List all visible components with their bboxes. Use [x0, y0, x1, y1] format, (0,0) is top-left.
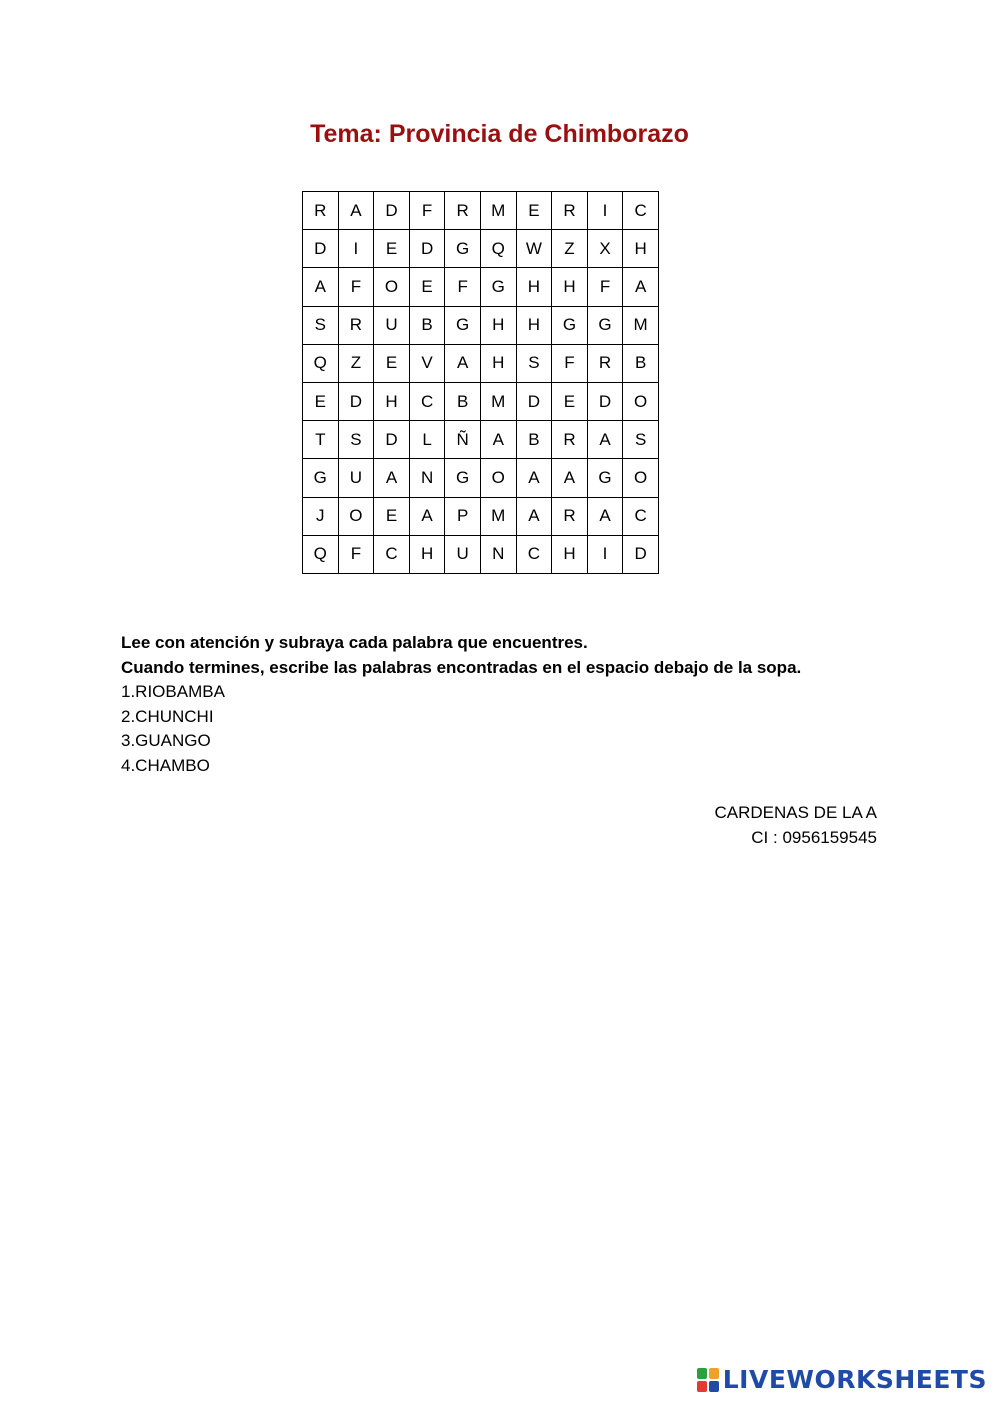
grid-cell[interactable]: S	[623, 421, 659, 459]
grid-cell[interactable]: W	[516, 230, 552, 268]
grid-cell[interactable]: A	[516, 497, 552, 535]
grid-cell[interactable]: G	[587, 459, 623, 497]
grid-cell[interactable]: S	[516, 344, 552, 382]
grid-cell[interactable]: R	[552, 497, 588, 535]
grid-cell[interactable]: U	[445, 535, 481, 573]
grid-cell[interactable]: D	[409, 230, 445, 268]
grid-cell[interactable]: D	[516, 382, 552, 420]
grid-cell[interactable]: I	[587, 192, 623, 230]
instruction-line-2: Cuando termines, escribe las palabras encontradas en el espacio debajo de la sopa.	[121, 657, 802, 677]
grid-cell[interactable]: Q	[303, 344, 339, 382]
grid-cell[interactable]: O	[623, 382, 659, 420]
logo-text: LIVEWORKSHEETS	[722, 1365, 987, 1394]
grid-cell[interactable]: P	[445, 497, 481, 535]
grid-cell[interactable]: R	[303, 192, 339, 230]
grid-cell[interactable]: O	[374, 268, 410, 306]
grid-cell[interactable]: G	[303, 459, 339, 497]
grid-cell[interactable]: Z	[552, 230, 588, 268]
grid-row	[303, 344, 659, 382]
grid-cell[interactable]: D	[623, 535, 659, 573]
word-item-4: 4.CHAMBO	[121, 755, 210, 775]
grid-cell[interactable]: I	[338, 230, 374, 268]
grid-cell[interactable]: G	[445, 306, 481, 344]
grid-cell[interactable]: I	[587, 535, 623, 573]
grid-cell[interactable]: F	[587, 268, 623, 306]
grid-cell[interactable]: Z	[338, 344, 374, 382]
grid-cell[interactable]: C	[374, 535, 410, 573]
grid-cell[interactable]: R	[587, 344, 623, 382]
grid-cell[interactable]: X	[587, 230, 623, 268]
grid-cell[interactable]: Ñ	[445, 421, 481, 459]
grid-row	[303, 192, 659, 230]
worksheet-title: Tema: Provincia de Chimborazo	[310, 120, 689, 148]
grid-cell[interactable]: F	[338, 535, 374, 573]
grid-cell[interactable]: E	[374, 344, 410, 382]
word-search-grid	[302, 191, 659, 574]
grid-cell[interactable]: U	[338, 459, 374, 497]
grid-cell[interactable]: N	[409, 459, 445, 497]
word-item-3: 3.GUANGO	[121, 731, 211, 750]
grid-cell[interactable]: H	[516, 306, 552, 344]
grid-cell[interactable]: A	[587, 497, 623, 535]
grid-cell[interactable]: R	[552, 192, 588, 230]
grid-cell[interactable]: A	[516, 459, 552, 497]
author-name: CARDENAS DE LA A	[714, 803, 877, 822]
grid-cell[interactable]: B	[623, 344, 659, 382]
grid-cell[interactable]: D	[374, 421, 410, 459]
grid-row	[303, 268, 659, 306]
grid-cell[interactable]: L	[409, 421, 445, 459]
grid-cell[interactable]: F	[445, 268, 481, 306]
grid-cell[interactable]: H	[516, 268, 552, 306]
grid-cell[interactable]: E	[516, 192, 552, 230]
grid-row	[303, 306, 659, 344]
word-item-1: 1.RIOBAMBA	[121, 682, 225, 701]
grid-cell[interactable]: C	[409, 382, 445, 420]
author-id: CI : 0956159545	[751, 827, 877, 847]
liveworksheets-logo	[697, 1365, 987, 1394]
grid-cell[interactable]: H	[409, 535, 445, 573]
grid-cell[interactable]: C	[623, 497, 659, 535]
grid-cell[interactable]: H	[552, 268, 588, 306]
grid-row	[303, 382, 659, 420]
grid-cell[interactable]: M	[480, 497, 516, 535]
grid-cell[interactable]: B	[516, 421, 552, 459]
grid-cell[interactable]: D	[587, 382, 623, 420]
grid-cell[interactable]: A	[480, 421, 516, 459]
grid-cell[interactable]: H	[480, 306, 516, 344]
grid-row	[303, 230, 659, 268]
grid-cell[interactable]: E	[374, 497, 410, 535]
grid-row	[303, 497, 659, 535]
grid-cell[interactable]: E	[374, 230, 410, 268]
grid-cell[interactable]: B	[445, 382, 481, 420]
grid-row	[303, 421, 659, 459]
instruction-line-1: Lee con atención y subraya cada palabra que encuentres.	[121, 633, 588, 652]
grid-cell[interactable]: A	[303, 268, 339, 306]
grid-cell[interactable]: G	[480, 268, 516, 306]
word-item-2: 2.CHUNCHI	[121, 706, 214, 726]
grid-cell[interactable]: G	[552, 306, 588, 344]
grid-cell[interactable]: A	[445, 344, 481, 382]
grid-cell[interactable]: G	[445, 230, 481, 268]
grid-cell[interactable]: B	[409, 306, 445, 344]
grid-cell[interactable]: E	[409, 268, 445, 306]
grid-cell[interactable]: F	[338, 268, 374, 306]
grid-cell[interactable]: H	[374, 382, 410, 420]
grid-cell[interactable]: O	[338, 497, 374, 535]
grid-cell[interactable]: A	[623, 268, 659, 306]
grid-cell[interactable]: A	[338, 192, 374, 230]
grid-cell[interactable]: T	[303, 421, 339, 459]
grid-cell[interactable]: E	[552, 382, 588, 420]
grid-cell[interactable]: A	[409, 497, 445, 535]
grid-cell[interactable]: U	[374, 306, 410, 344]
grid-cell[interactable]: H	[623, 230, 659, 268]
grid-cell[interactable]: O	[623, 459, 659, 497]
grid-cell[interactable]: C	[516, 535, 552, 573]
grid-cell[interactable]: F	[552, 344, 588, 382]
grid-cell[interactable]: N	[480, 535, 516, 573]
grid-cell[interactable]: D	[374, 192, 410, 230]
grid-cell[interactable]: M	[480, 382, 516, 420]
grid-row	[303, 535, 659, 573]
grid-row	[303, 459, 659, 497]
grid-cell[interactable]: M	[623, 306, 659, 344]
grid-cell[interactable]: V	[409, 344, 445, 382]
grid-cell[interactable]: S	[338, 421, 374, 459]
grid-cell[interactable]: C	[623, 192, 659, 230]
grid-cell[interactable]: A	[374, 459, 410, 497]
grid-cell[interactable]: G	[445, 459, 481, 497]
grid-cell[interactable]: A	[587, 421, 623, 459]
grid-cell[interactable]: G	[587, 306, 623, 344]
grid-cell[interactable]: H	[480, 344, 516, 382]
signature-block	[714, 801, 877, 850]
grid-cell[interactable]: S	[303, 306, 339, 344]
grid-cell[interactable]: A	[552, 459, 588, 497]
grid-cell[interactable]: R	[552, 421, 588, 459]
grid-cell[interactable]: H	[552, 535, 588, 573]
grid-cell[interactable]: O	[480, 459, 516, 497]
grid-cell[interactable]: D	[303, 230, 339, 268]
grid-cell[interactable]: D	[338, 382, 374, 420]
grid-cell[interactable]: Q	[480, 230, 516, 268]
grid-cell[interactable]: M	[480, 192, 516, 230]
grid-cell[interactable]: E	[303, 382, 339, 420]
grid-cell[interactable]: R	[445, 192, 481, 230]
grid-cell[interactable]: R	[338, 306, 374, 344]
logo-mark-icon	[697, 1368, 719, 1392]
grid-cell[interactable]: J	[303, 497, 339, 535]
grid-cell[interactable]: F	[409, 192, 445, 230]
grid-cell[interactable]: Q	[303, 535, 339, 573]
instructions-block	[121, 631, 801, 778]
